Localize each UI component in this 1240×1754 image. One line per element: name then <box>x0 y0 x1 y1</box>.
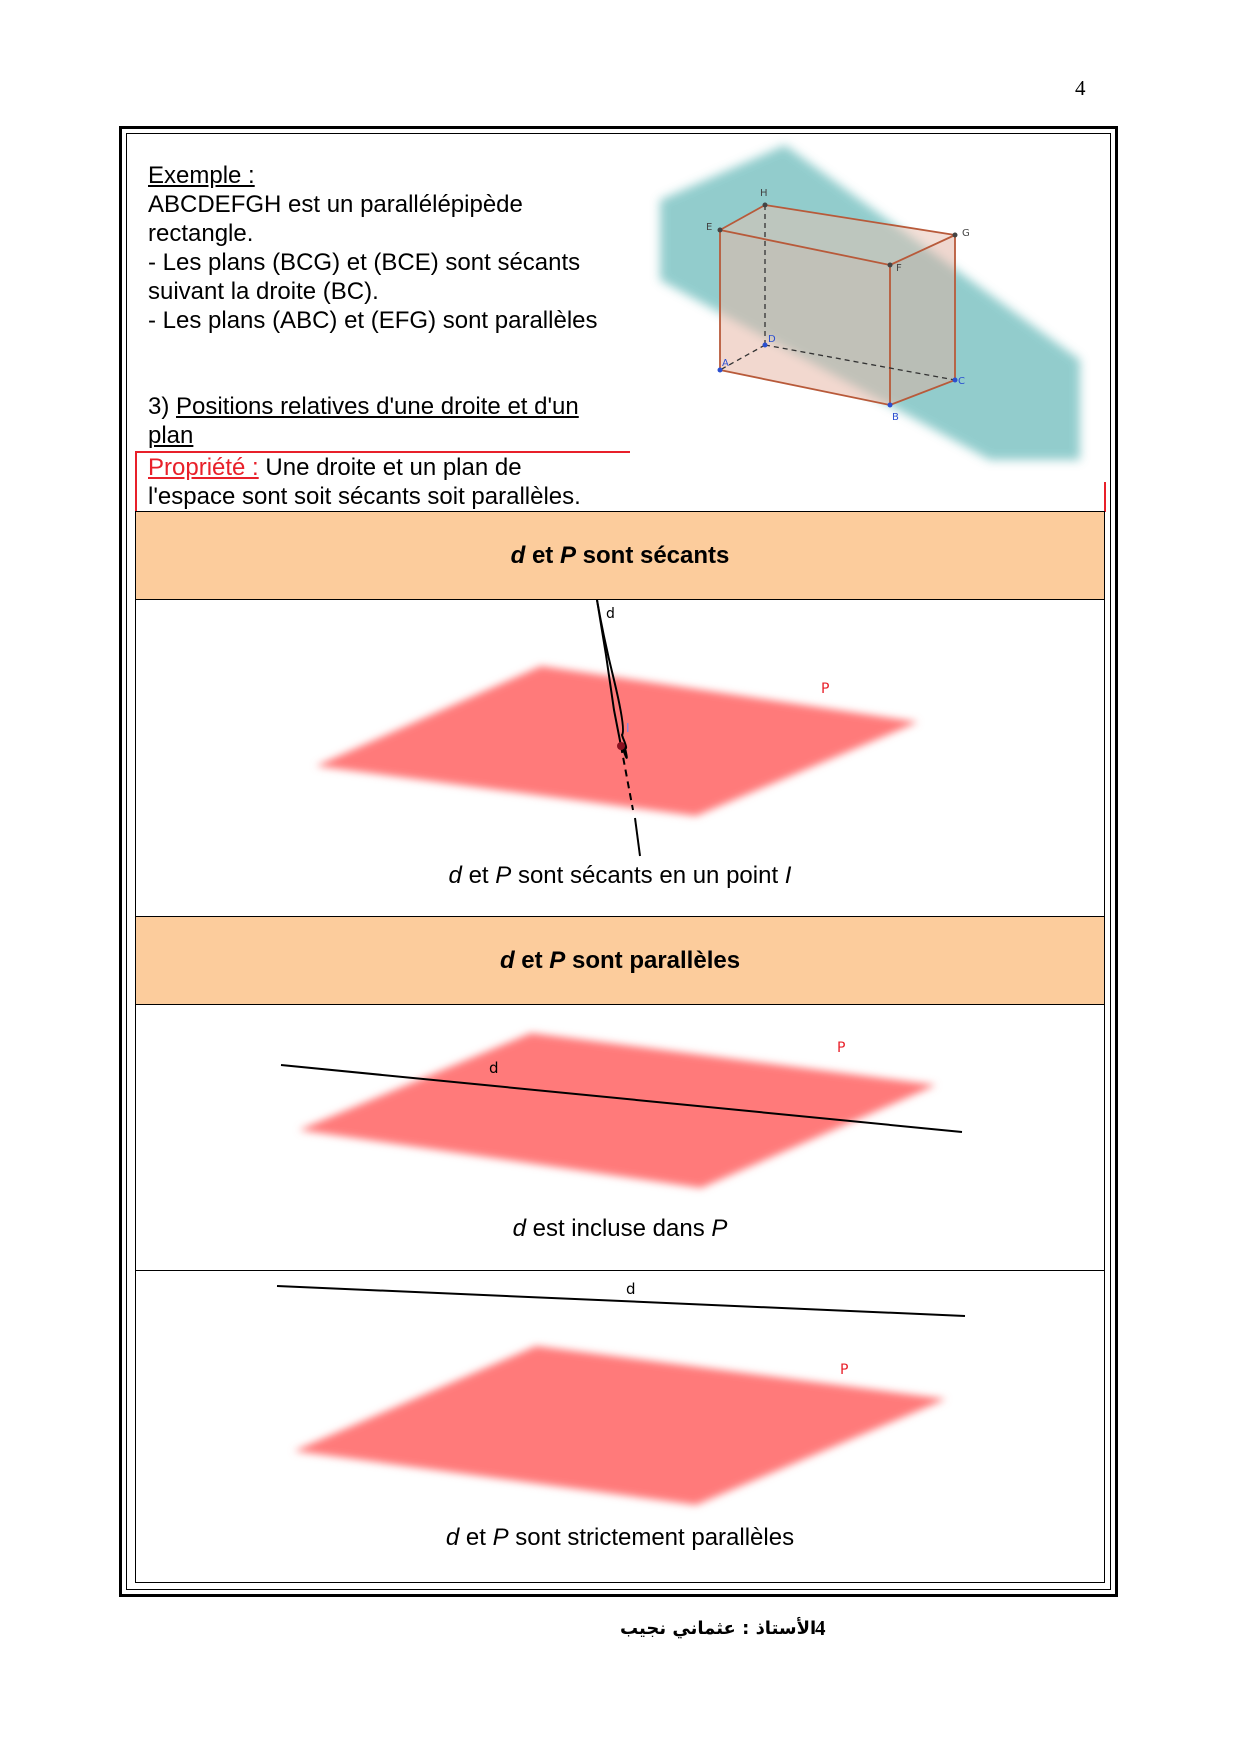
caption-incluse <box>136 1215 1104 1243</box>
point-G <box>953 233 958 238</box>
caption-d: d <box>445 1524 460 1551</box>
label-P: P <box>821 681 830 697</box>
cuboid-figure <box>640 140 1080 460</box>
section-number: 3) <box>148 393 170 420</box>
header-tail: sont sécants <box>582 541 730 569</box>
label-G: G <box>962 228 970 239</box>
property-text-2: l'espace sont soit sécants soit parallèles. <box>148 483 581 510</box>
property-left-border <box>135 451 137 511</box>
caption-et: et <box>465 1524 486 1551</box>
caption-P: P <box>495 862 512 889</box>
label-A: A <box>722 358 729 369</box>
label-P: P <box>837 1040 846 1056</box>
label-I: I <box>626 721 630 735</box>
caption-secants <box>136 862 1104 890</box>
line-d <box>277 1286 965 1316</box>
cell-incluse <box>135 1004 1105 1271</box>
caption-tail: est incluse dans <box>532 1215 705 1242</box>
example-line: ABCDEFGH est un parallélépipède <box>148 191 523 218</box>
label-C: C <box>958 376 965 387</box>
header-et: et <box>521 946 543 974</box>
property-right-border <box>1104 482 1106 512</box>
header-et: et <box>531 541 554 569</box>
section-title-part2: plan <box>148 422 194 449</box>
caption-P: P <box>711 1215 728 1242</box>
section-3-title <box>148 392 628 450</box>
label-B: B <box>892 412 899 423</box>
label-E: E <box>706 222 713 233</box>
point-C <box>953 378 958 383</box>
example-line: rectangle. <box>148 220 254 247</box>
label-d: d <box>626 1280 636 1298</box>
point-E <box>718 228 723 233</box>
point-F <box>888 263 893 268</box>
header-P: P <box>549 946 566 974</box>
property-text-1: Une droite et un plan de <box>265 454 522 481</box>
cell-secants <box>135 599 1105 917</box>
line-d-below <box>635 818 640 856</box>
caption-d: d <box>448 862 462 889</box>
caption-d: d <box>512 1215 526 1242</box>
label-P: P <box>840 1362 849 1378</box>
header-tail: sont parallèles <box>571 946 741 974</box>
example-line: suivant la droite (BC). <box>148 278 379 305</box>
property-text <box>148 453 581 511</box>
example-heading: Exemple : <box>148 162 255 189</box>
point-I <box>617 742 625 750</box>
label-d: d <box>606 606 615 622</box>
point-H <box>763 203 768 208</box>
section-title-part1: Positions relatives d'une droite et d'un <box>176 393 579 420</box>
example-line: - Les plans (BCG) et (BCE) sont sécants <box>148 249 581 276</box>
point-B <box>888 403 893 408</box>
header-paralleles <box>135 916 1105 1005</box>
header-P: P <box>559 541 576 569</box>
header-secants <box>135 511 1105 600</box>
page-number-top: 4 <box>1075 76 1086 100</box>
caption-strict <box>136 1524 1104 1552</box>
label-F: F <box>896 263 902 274</box>
point-D <box>763 343 768 348</box>
plane-P <box>299 1033 936 1188</box>
cell-strict <box>135 1270 1105 1583</box>
caption-I: I <box>784 862 792 889</box>
footer-page-number: 4 <box>815 1616 826 1640</box>
example-line: - Les plans (ABC) et (EFG) sont parallèles <box>148 307 598 334</box>
label-H: H <box>760 188 768 199</box>
example-block <box>148 161 598 335</box>
caption-et: et <box>468 862 489 889</box>
header-d: d <box>499 946 515 974</box>
caption-tail: sont sécants en un point <box>517 862 779 889</box>
header-d: d <box>510 541 526 569</box>
label-D: D <box>768 334 776 345</box>
property-label: Propriété : <box>148 454 259 481</box>
footer-author: الأستاذ : عثماني نجيب <box>620 1618 817 1639</box>
caption-P: P <box>492 1524 509 1551</box>
caption-tail: sont strictement parallèles <box>515 1524 795 1551</box>
label-d: d <box>489 1059 499 1077</box>
